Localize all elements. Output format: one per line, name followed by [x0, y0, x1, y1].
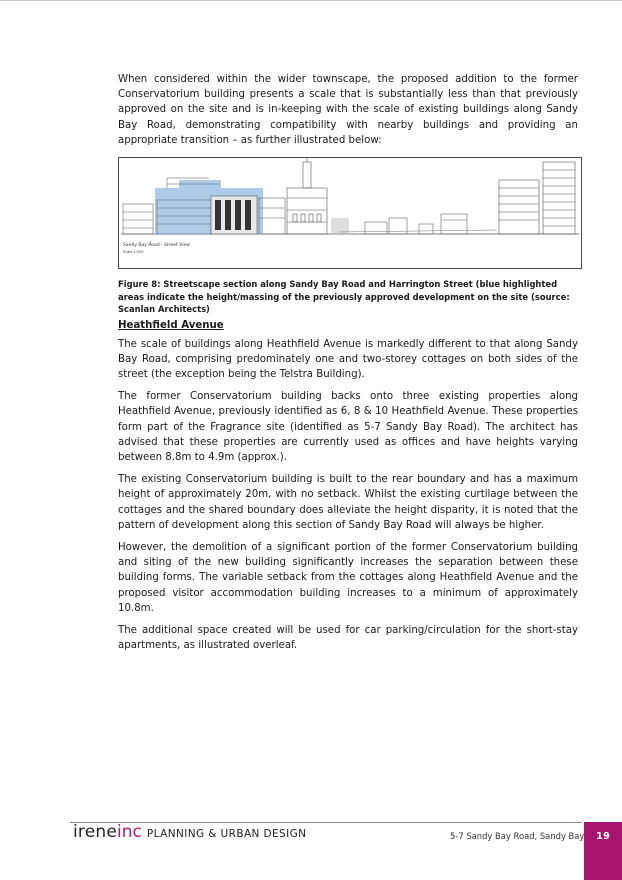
paragraph-existing-building: The existing Conservatorium building is built to the rear boundary and has a maximum height of approximately 20m, with no setback. Whilst the existing curtilage between the cottages and the shared boundary does alleviate the height disparity, it is noted that the pattern of development along this section of Sandy Bay Road will always be higher. [118, 474, 578, 531]
paragraph-demolition: However, the demolition of a significant portion of the former Conservatorium building and siting of the new building significantly increases the separation between these building forms. The variable setback from the cottages along Heathfield Avenue and the proposed visitor accommodation building increases to a minimum of approximately 10.8m. [118, 541, 578, 614]
figure-caption: Figure 8: Streetscape section along Sandy Bay Road and Harrington Street (blue highlighted areas indicate the height/massing of the previously approved development on the site (source: Scanlan Architects) [118, 279, 570, 315]
streetscape-figure [118, 157, 582, 269]
page-content [118, 72, 578, 660]
section-heading: Heathfield Avenue [118, 319, 224, 331]
footer-address: 5-7 Sandy Bay Road, Sandy Bay [450, 831, 585, 841]
streetscape-elevation-drawing [119, 158, 581, 268]
page-number: 19 [596, 831, 610, 842]
logo-inc: inc [117, 822, 142, 842]
paragraph-backing-properties: The former Conservatorium building backs onto three existing properties along Heathfield Avenue, previously identified as 6, 8 & 10 Heathfield Avenue. These properties form part of the Fragrance site (identified as 5-7 Sandy Bay Road). The architect has advised that these properties are currently used as offices and have heights varying between 8.8m to 4.9m (approx.). [118, 391, 578, 463]
page-number-box [584, 822, 622, 880]
top-divider [0, 0, 622, 1]
paragraph-townscape: When considered within the wider townscape, the proposed addition to the former Conservatorium building presents a scale that is substantially less than that previously approved on the site and is in-keeping with the scale of existing buildings along Sandy Bay Road, demonstrating compatibility with nearby buildings and providing an appropriate transition – as further illustrated below: [118, 74, 578, 146]
figure-label: Sandy Bay Road - Street View [123, 243, 190, 249]
figure-scale: Scale 1:500 [123, 250, 144, 255]
paragraph-car-parking: The additional space created will be used for car parking/circulation for the short-stay apartments, as illustrated overleaf. [118, 624, 578, 652]
paragraph-heathfield-scale: The scale of buildings along Heathfield Avenue is markedly different to that along Sandy Bay Road, comprising predominately one and two-storey cottages on both sides of the street (the exception being the Telstra Building). [118, 338, 578, 380]
logo-irene: irene [73, 822, 118, 842]
brand-logo [73, 822, 306, 842]
logo-tagline: PLANNING & URBAN DESIGN [146, 828, 307, 840]
